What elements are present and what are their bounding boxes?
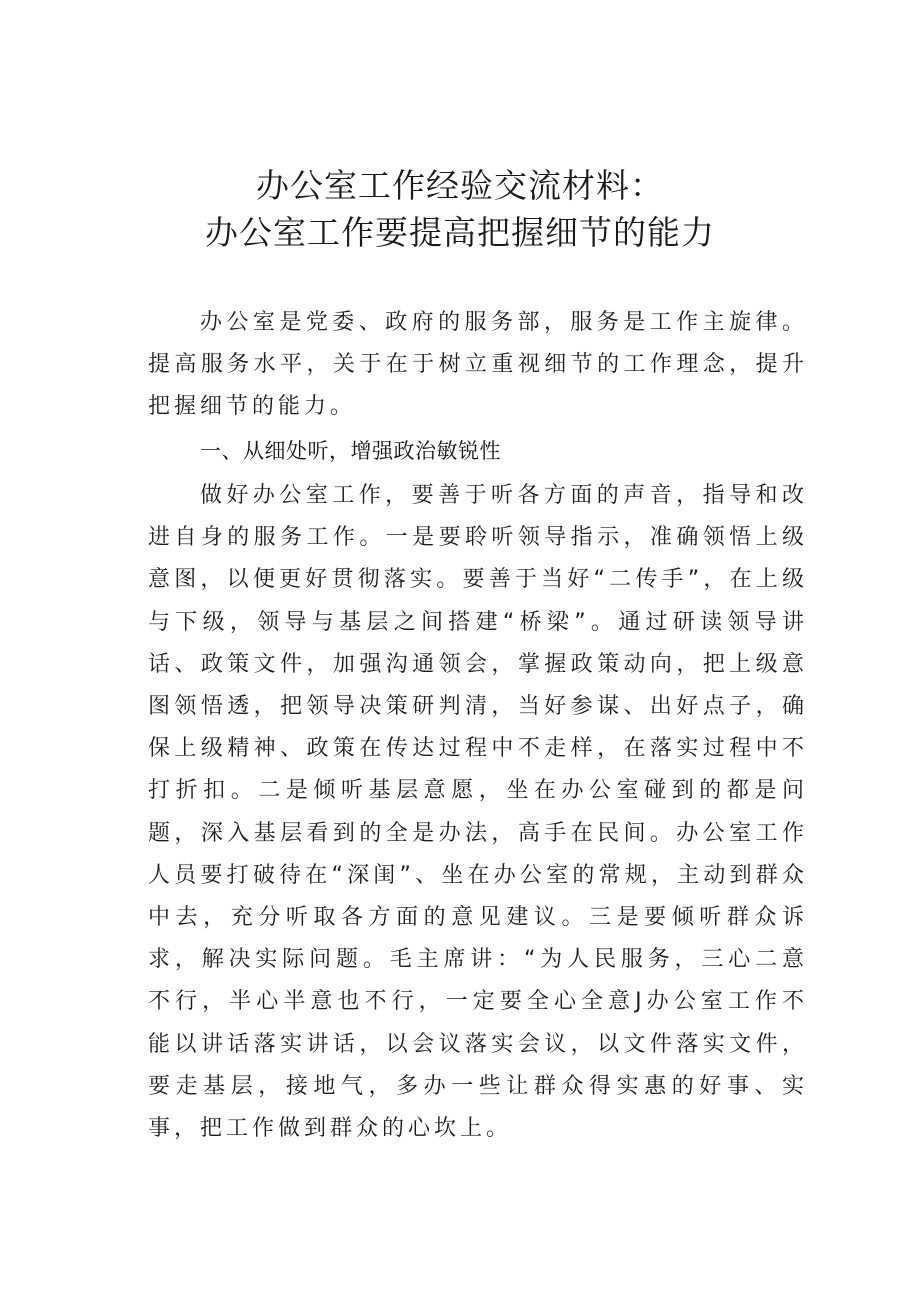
document-title-line-2: 办公室工作要提高把握细节的能力 xyxy=(205,213,715,252)
intro-paragraph: 办公室是党委、政府的服务部，服务是工作主旋律。提高服务水平，关于在于树立重视细节的工作理念，提升把握细节的能力。 xyxy=(148,310,808,420)
section-1-heading: 一、从细处听，增强政治敏锐性 xyxy=(200,439,501,463)
section-1-paragraph: 做好办公室工作，要善于听各方面的声音，指导和改进自身的服务工作。一是要聆听领导指示，准确领悟上级意图，以便更好贯彻落实。要善于当好“二传手”，在上级与下级，领导与基层之间搭建“桥梁”。通过研读领导讲话、政策文件，加强沟通领会，掌握政策动向，把上级意图领悟透，把领导决策研判清，当好参谋、出好点子，确保上级精神、政策在传达过程中不走样，在落实过程中不打折扣。二是倾听基层意愿，坐在办公室碰到的都是问题，深入基层看到的全是办法，高手在民间。办公室工作人员要打破待在“深闺”、坐在办公室的常规，主动到群众中去，充分听取各方面的意见建议。三是要倾听群众诉求，解决实际问题。毛主席讲：“为人民服务，三心二意不行，半心半意也不行，一定要全心全意J办公室工作不能以讲话落实讲话，以会议落实会议，以文件落实文件，要走基层，接地气，多办一些让群众得实惠的好事、实事，把工作做到群众的心坎上。 xyxy=(148,483,808,1142)
document-title-line-1: 办公室工作经验交流材料： xyxy=(256,166,664,205)
